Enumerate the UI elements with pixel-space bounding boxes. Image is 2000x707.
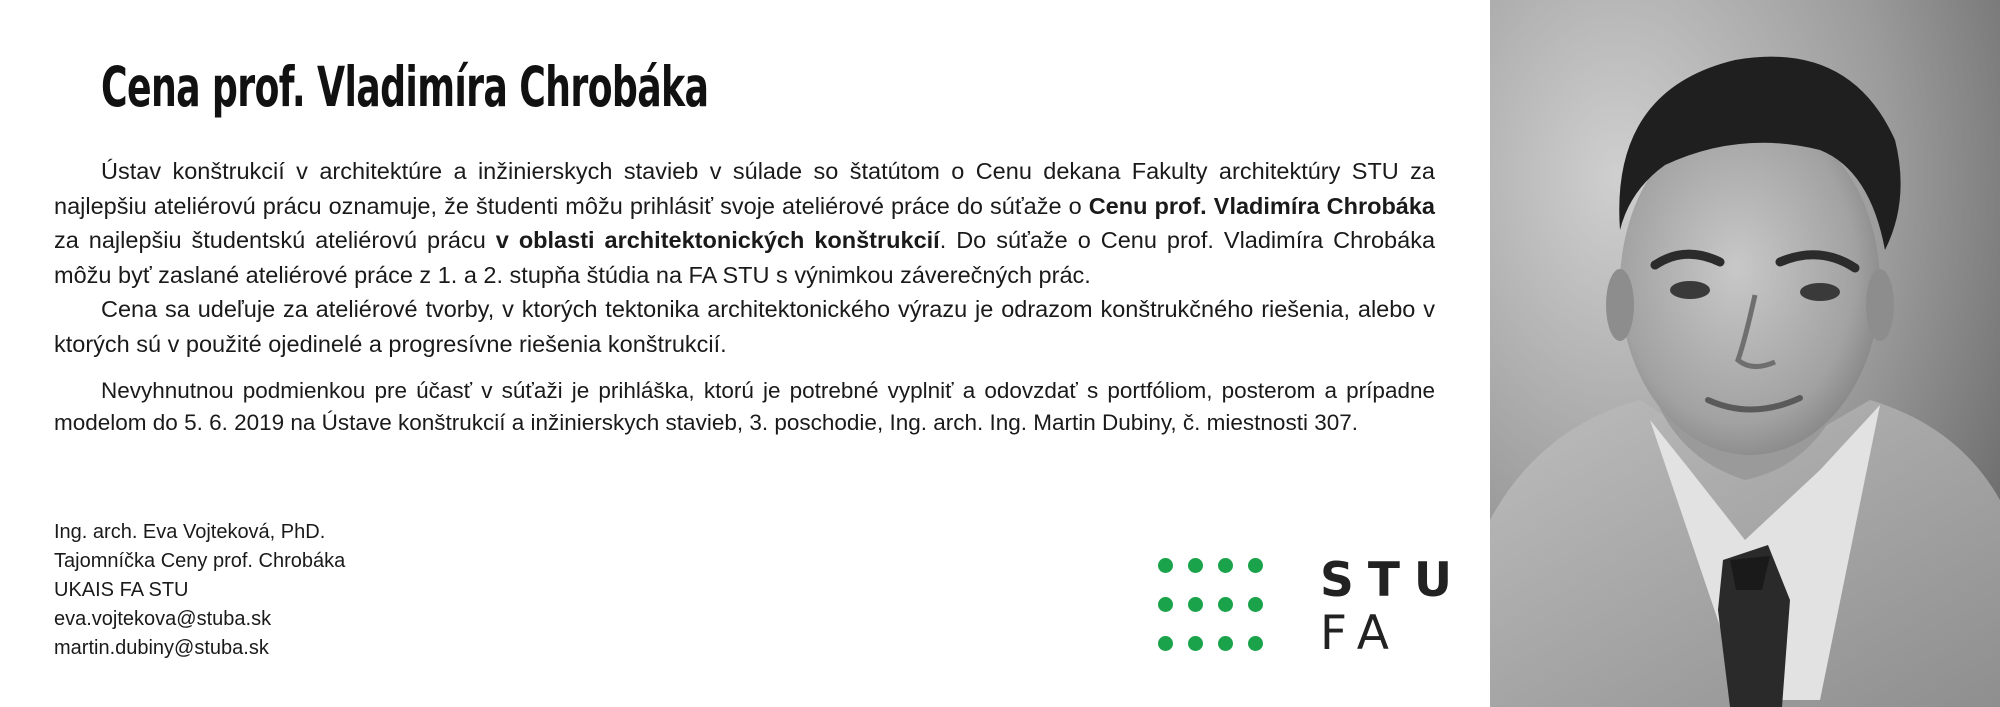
paragraph-announcement: [54, 154, 1435, 292]
contact-department: UKAIS FA STU: [54, 579, 189, 601]
logo-dot: [1158, 636, 1173, 651]
contact-block: [54, 518, 345, 663]
contact-email-1: eva.vojtekova@stuba.sk: [54, 608, 272, 630]
logo-dot: [1218, 558, 1233, 573]
paragraph1-bold-prize: Cenu prof. Vladimíra Chrobáka: [1088, 192, 1436, 219]
logo-dot: [1218, 597, 1233, 612]
logo-dot: [1158, 597, 1173, 612]
paragraph1-text-a: Ústav konštrukcií v architektúre a inžinierskych stavieb v súlade so štatútom o Cenu dekana Fakulty architektúry STU za najlepšiu ateliérovú prácu oznamuje, že študenti môžu prihlásiť svoje ateliérové práce do súťaže o: [54, 158, 1435, 219]
contact-role: Tajomníčka Ceny prof. Chrobáka: [54, 550, 346, 572]
paragraph1-text-b: za najlepšiu študentskú ateliérovú prácu: [54, 227, 496, 253]
logo-dot: [1188, 597, 1203, 612]
logo-dots-icon: [1155, 552, 1275, 662]
logo-dot: [1218, 636, 1233, 651]
logo-dot: [1188, 636, 1203, 651]
paragraph1-text-c: . Do súťaže o Cenu prof. Vladimíra Chrobáka môžu byť zaslané ateliérové práce z 1. a 2. stupňa štúdia na FA STU s výnimkou záverečných prác.: [54, 227, 1436, 288]
logo-dot: [1158, 558, 1173, 573]
contact-name: Ing. arch. Eva Vojteková, PhD.: [54, 521, 326, 543]
body-text: [54, 154, 1435, 439]
paragraph-conditions: Nevyhnutnou podmienkou pre účasť v súťaži je prihláška, ktorú je potrebné vyplniť a odovzdať s portfóliom, posterom a prípadne modelom do 5. 6. 2019 na Ústave konštrukcií a inžinierskych stavieb, 3. poschodie, Ing. arch. Ing. Martin Dubiny, č. miestnosti 307.: [54, 378, 1435, 435]
logo-dot: [1248, 597, 1263, 612]
logo-dot: [1188, 558, 1203, 573]
logo-text-fa: FA: [1320, 606, 1403, 661]
logo-dot: [1248, 558, 1263, 573]
portrait-photo: [1490, 0, 2000, 707]
paragraph1-bold-field: v oblasti architektonických konštrukcií: [495, 227, 940, 253]
stu-fa-logo: [1155, 552, 1467, 662]
portrait-photo-icon: [1490, 0, 2000, 707]
paragraph-criteria: Cena sa udeľuje za ateliérové tvorby, v ktorých tektonika architektonického výrazu je odrazom konštrukčného riešenia, alebo v ktorých sú v použité ojedinelé a progresívne riešenia konštrukcií.: [54, 296, 1435, 357]
logo-dot: [1248, 636, 1263, 651]
contact-email-2: martin.dubiny@stuba.sk: [54, 637, 269, 659]
logo-text-stu: STU: [1320, 553, 1467, 608]
page-title: Cena prof. Vladimíra Chrobáka: [101, 55, 709, 119]
